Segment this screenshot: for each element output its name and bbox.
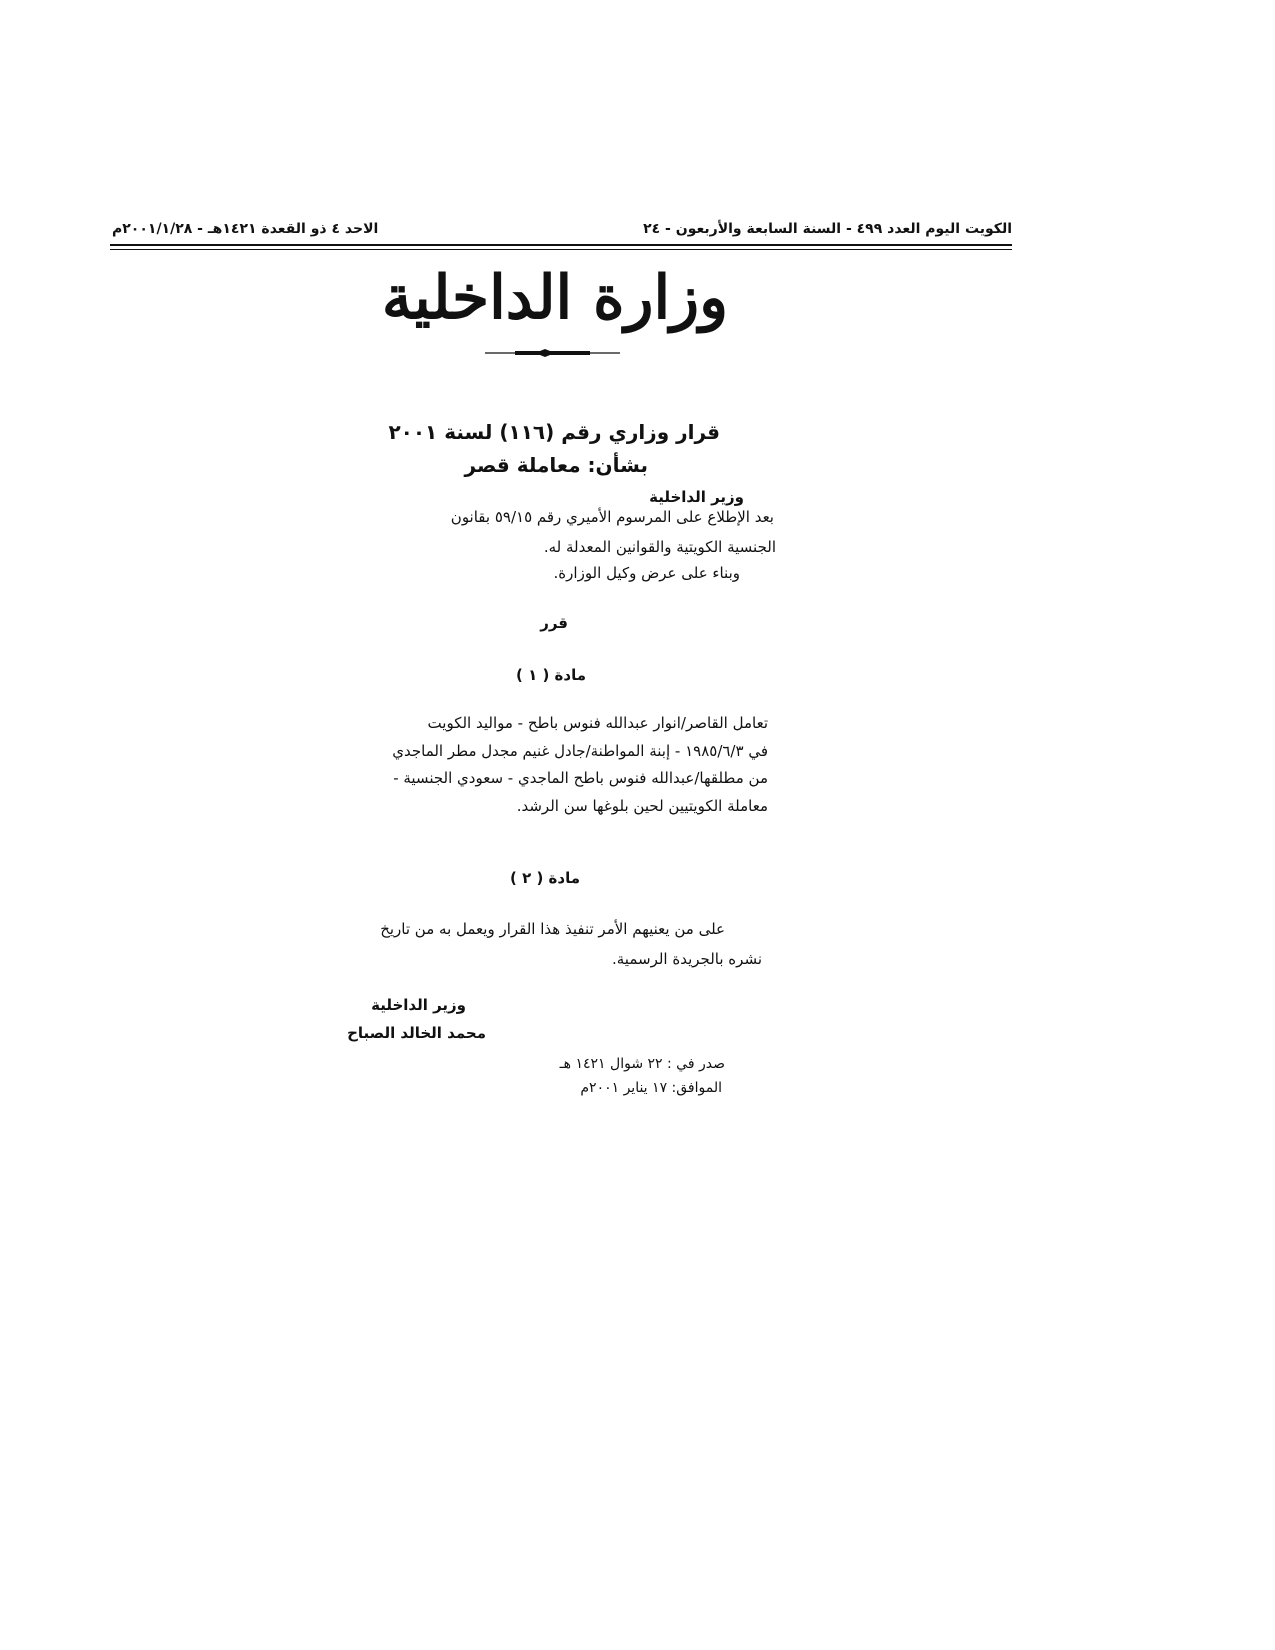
- preamble-line: وبناء على عرض وكيل الوزارة.: [553, 564, 740, 582]
- ministry-logo: وزارة الداخلية: [381, 263, 729, 333]
- article-1-line: في ١٩٨٥/٦/٣ - إبنة المواطنة/جادل غنيم مجدل مطر الماجدي: [392, 742, 768, 760]
- header-rule-thin: [110, 249, 1012, 250]
- article-1-line: تعامل القاصر/انوار عبدالله فنوس باطح - مواليد الكويت: [427, 714, 768, 732]
- preamble-line: بعد الإطلاع على المرسوم الأميري رقم ٥٩/١٥ بقانون: [450, 508, 774, 526]
- article-2-line: على من يعنيهم الأمر تنفيذ هذا القرار ويعمل به من تاريخ: [380, 920, 725, 938]
- issued-date: صدر في : ٢٢ شوال ١٤٢١ هـ: [559, 1056, 725, 1072]
- article-1-heading: مادة ( ١ ): [515, 666, 586, 684]
- header-rule: [110, 244, 1012, 246]
- article-2-line: نشره بالجريدة الرسمية.: [612, 950, 762, 968]
- ornament-divider: [485, 348, 620, 358]
- corresponding-date: الموافق: ١٧ يناير ٢٠٠١م: [580, 1080, 722, 1096]
- decree-subject: بشأن: معاملة قصر: [464, 453, 648, 477]
- gazette-issue-header: الكويت اليوم العدد ٤٩٩ - السنة السابعة والأربعون - ٢٤: [643, 221, 1012, 237]
- article-1-line: معاملة الكويتيين لحين بلوغها سن الرشد.: [516, 797, 768, 815]
- preamble-line: الجنسية الكويتية والقوانين المعدلة له.: [543, 538, 776, 556]
- minister-heading: وزير الداخلية: [649, 488, 744, 506]
- gazette-date-header: الاحد ٤ ذو القعدة ١٤٢١هـ - ٢٠٠١/١/٢٨م: [112, 221, 379, 237]
- decided-heading: قرر: [540, 614, 568, 632]
- decree-title: قرار وزاري رقم (١١٦) لسنة ٢٠٠١: [388, 420, 720, 444]
- signature-name: محمد الخالد الصباح: [347, 1024, 486, 1042]
- article-1-line: من مطلقها/عبدالله فنوس باطح الماجدي - سعودي الجنسية -: [393, 769, 768, 787]
- signature-title: وزير الداخلية: [371, 996, 466, 1014]
- article-2-heading: مادة ( ٢ ): [509, 869, 580, 887]
